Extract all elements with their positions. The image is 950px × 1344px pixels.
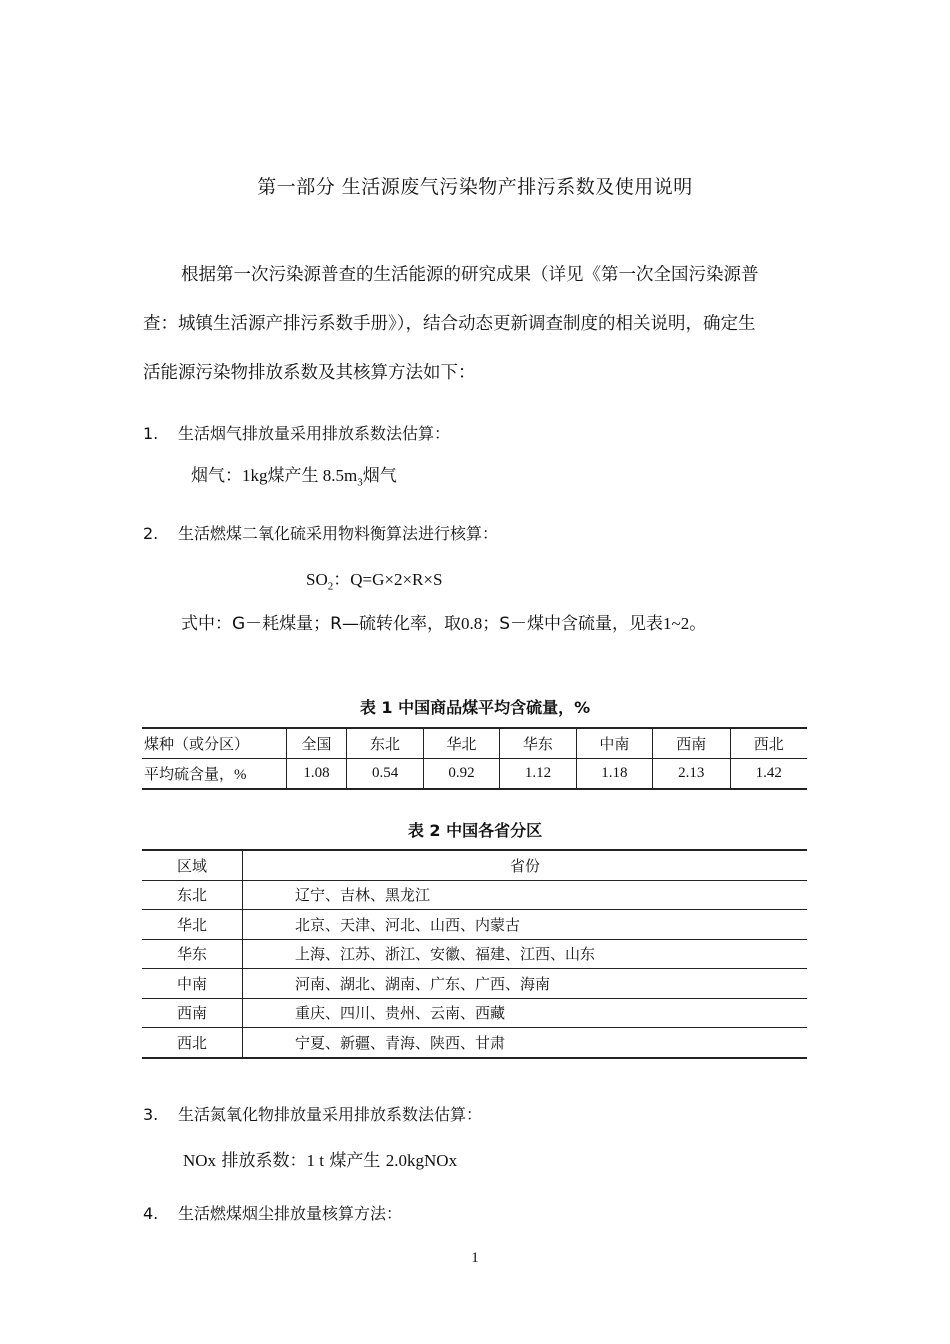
table-cell: 区域 (142, 850, 243, 880)
table-row (142, 910, 807, 940)
table-row (142, 969, 807, 999)
table-cell: 1.42 (730, 759, 807, 790)
table-header-row (142, 850, 807, 880)
table-cell: 西南 (142, 998, 243, 1028)
table-cell: 平均硫含量，% (142, 759, 286, 790)
intro-line-1: 根据第一次污染源普查的生活能源的研究成果（详见《第一次全国污染源普 (181, 265, 759, 285)
table-cell: 全国 (286, 728, 347, 759)
table-cell: 煤种（或分区） (142, 728, 286, 759)
table-cell: 上海、江苏、浙江、安徽、福建、江西、山东 (243, 939, 808, 969)
sulfur-content-table (142, 727, 807, 790)
item-text: 生活燃煤二氧化硫采用物料衡算法进行核算： (178, 524, 499, 543)
formula-flue-gas: 烟气：1kg煤产生 $8.5m_3$烟气 (191, 466, 397, 489)
intro-line-2: 查：城镇生活源产排污系数手册》），结合动态更新调查制度的相关说明，确定生 (143, 314, 756, 334)
list-item-4 (143, 1201, 402, 1224)
table-cell: 华东 (500, 728, 576, 759)
table-cell: 北京、天津、河北、山西、内蒙古 (243, 910, 808, 940)
table-cell: 华北 (142, 910, 243, 940)
table-cell: 1.18 (576, 759, 652, 790)
table1-caption: 表 1 中国商品煤平均含硫量，% (359, 698, 591, 717)
table-cell: 西北 (142, 1028, 243, 1058)
page-title: 第一部分 生活源废气污染物产排污系数及使用说明 (257, 176, 693, 198)
item-number: 1. (143, 424, 159, 443)
table-cell: 西南 (653, 728, 730, 759)
table-cell: 2.13 (653, 759, 730, 790)
item-number: 4. (143, 1204, 159, 1223)
table2-caption: 表 2 中国各省分区 (407, 821, 543, 840)
list-item-1 (143, 421, 450, 444)
list-item-3 (143, 1102, 482, 1125)
item-number: 2. (143, 524, 159, 543)
item-number: 3. (143, 1105, 159, 1124)
table-row (142, 998, 807, 1028)
list-item-2 (143, 521, 498, 544)
item-text: 生活烟气排放量采用排放系数法估算： (178, 424, 451, 443)
table-header-row (142, 728, 807, 759)
table-cell: 宁夏、新疆、青海、陕西、甘肃 (243, 1028, 808, 1058)
table-cell: 1.12 (500, 759, 576, 790)
formula-nox: NOx 排放系数：1 t 煤产生 2.0kgNOx (183, 1151, 458, 1171)
table-cell: 华北 (423, 728, 499, 759)
table-cell: 0.54 (347, 759, 423, 790)
table-row (142, 1028, 807, 1058)
table-cell: 省份 (243, 850, 808, 880)
item-text: 生活氮氧化物排放量采用排放系数法估算： (178, 1105, 483, 1124)
formula-so2-note: 式中：G－耗煤量；R—硫转化率，取0.8；S－煤中含硫量，见表1~2。 (181, 614, 707, 634)
table-cell: 河南、湖北、湖南、广东、广西、海南 (243, 969, 808, 999)
table-row (142, 939, 807, 969)
page-number: 1 (471, 1250, 479, 1266)
item-text: 生活燃煤烟尘排放量核算方法： (178, 1204, 403, 1223)
table-cell: 辽宁、吉林、黑龙江 (243, 880, 808, 910)
table-cell: 0.92 (423, 759, 499, 790)
table-cell: 中南 (142, 969, 243, 999)
table-cell: 东北 (347, 728, 423, 759)
table-cell: 1.08 (286, 759, 347, 790)
table-row (142, 759, 807, 790)
table-row (142, 880, 807, 910)
table-cell: 华东 (142, 939, 243, 969)
table-cell: 西北 (730, 728, 807, 759)
formula-so2: $SO_2$：Q=G×2×R×S (306, 570, 443, 593)
table-cell: 中南 (576, 728, 652, 759)
province-region-table (142, 849, 807, 1059)
table-cell: 东北 (142, 880, 243, 910)
table-cell: 重庆、四川、贵州、云南、西藏 (243, 998, 808, 1028)
intro-line-3: 活能源污染物排放系数及其核算方法如下： (143, 363, 476, 383)
